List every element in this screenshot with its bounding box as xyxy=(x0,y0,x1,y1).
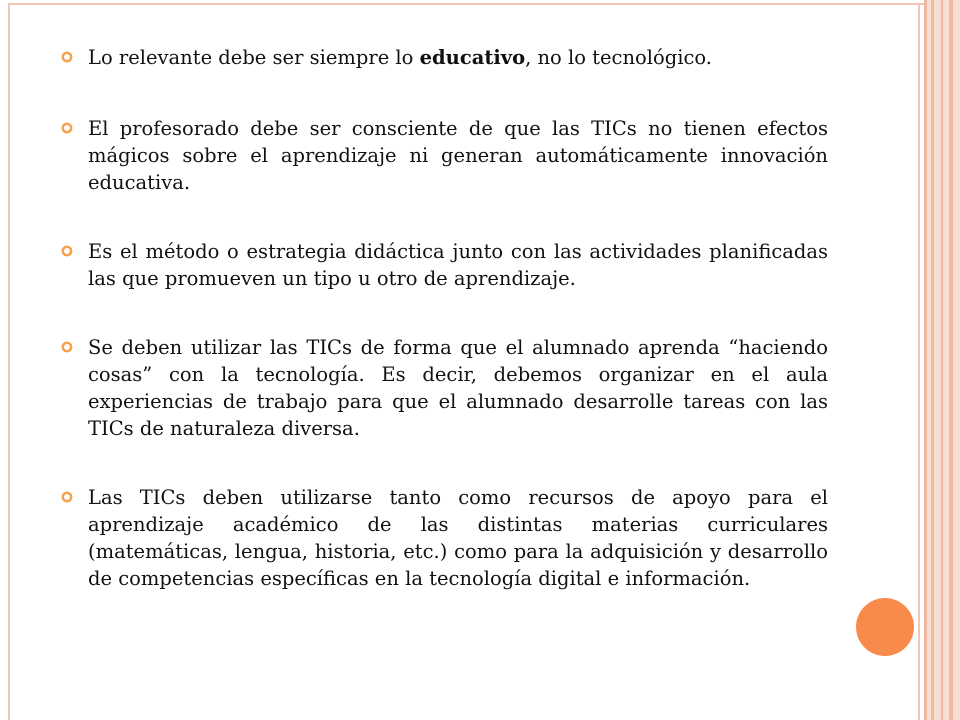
circle-bullet-icon xyxy=(61,341,73,353)
bullet-text: , no lo tecnológico. xyxy=(525,46,712,69)
bullet-item xyxy=(58,238,828,292)
frame-left-line xyxy=(8,3,10,720)
bullet-text: Lo relevante debe ser siempre lo xyxy=(88,46,420,69)
bullet-list xyxy=(58,44,828,592)
bullet-item xyxy=(58,334,828,442)
circle-bullet-icon xyxy=(61,491,73,503)
band-stripe xyxy=(949,0,953,720)
band-stripe xyxy=(931,0,934,720)
frame-top-line xyxy=(8,3,960,5)
band-stripe xyxy=(941,0,943,720)
bullet-item xyxy=(58,484,828,592)
bullet-text: Las TICs deben utilizarse tanto como recursos de apoyo para el aprendizaje académico de las distintas materias curriculares (matemáticas, lengua, historia, etc.) como para la adquisición y desarrollo de competencias específicas en la tecnología digital e información. xyxy=(88,486,828,590)
bullet-emphasis: educativo xyxy=(419,46,526,69)
right-decorative-band xyxy=(927,0,960,720)
bullet-text: Es el método o estrategia didáctica junto con las actividades planificadas las que promueven un tipo u otro de aprendizaje. xyxy=(88,240,828,290)
circle-bullet-icon xyxy=(61,245,73,257)
bullet-item xyxy=(58,115,828,196)
bullet-item xyxy=(58,44,828,71)
circle-bullet-icon xyxy=(61,122,73,134)
circle-bullet-icon xyxy=(61,51,73,63)
bullet-text: El profesorado debe ser consciente de que las TICs no tienen efectos mágicos sobre el aprendizaje ni generan automáticamente innovación educativa. xyxy=(88,117,828,194)
frame-right-line xyxy=(918,3,920,720)
bullet-text: Se deben utilizar las TICs de forma que el alumnado aprenda “haciendo cosas” con la tecnología. Es decir, debemos organizar en el aula experiencias de trabajo para que el alumnado desarrolle tareas con las TICs de naturaleza diversa. xyxy=(88,336,828,440)
orange-circle-decoration xyxy=(856,598,914,656)
